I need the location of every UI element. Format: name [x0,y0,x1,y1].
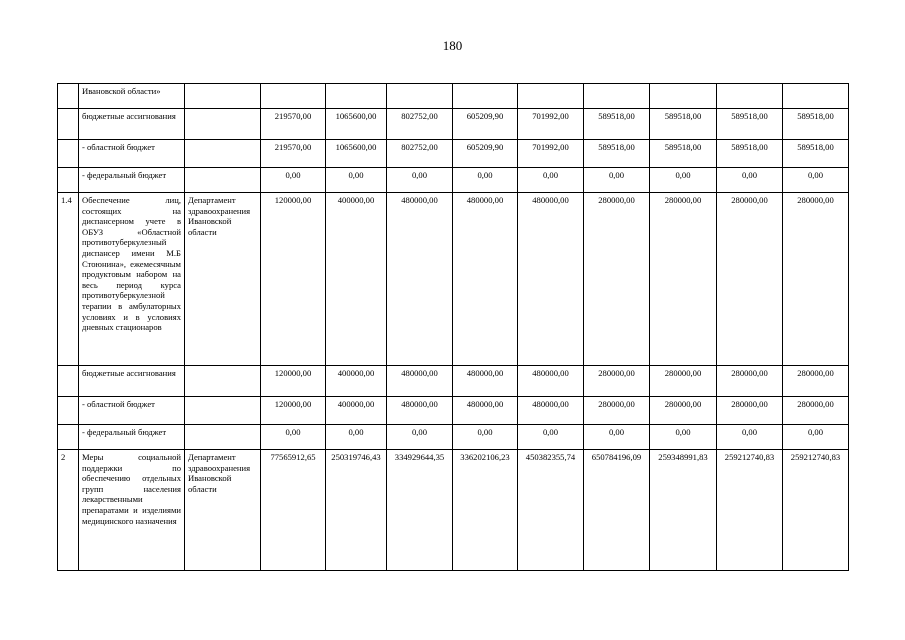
row-value-year-3: 0,00 [387,168,453,193]
page-number: 180 [442,38,463,53]
row-value-year-4: 480000,00 [453,397,518,425]
row-description: бюджетные ассигнования [79,109,185,140]
row-value-year-7: 280000,00 [650,397,717,425]
table-row [58,425,849,450]
row-index [58,109,79,140]
row-description: - областной бюджет [79,140,185,168]
row-value-year-6: 280000,00 [584,193,650,366]
row-value-year-8: 280000,00 [717,366,783,397]
row-value-year-9: 589518,00 [783,109,849,140]
row-department [185,84,261,109]
row-value-year-6: 589518,00 [584,140,650,168]
row-value-year-9: 0,00 [783,425,849,450]
row-value-year-8: 280000,00 [717,193,783,366]
table-row [58,366,849,397]
row-value-year-7: 589518,00 [650,140,717,168]
row-value-year-6 [584,84,650,109]
row-department [185,397,261,425]
row-index [58,425,79,450]
row-value-year-1: 77565912,65 [261,450,326,571]
row-department: Департамент здравоохранения Ивановской области [185,450,261,571]
row-value-year-5: 480000,00 [518,193,584,366]
row-department [185,168,261,193]
row-value-year-3: 802752,00 [387,140,453,168]
row-value-year-6: 280000,00 [584,397,650,425]
row-value-year-4: 480000,00 [453,366,518,397]
row-value-year-3: 334929644,35 [387,450,453,571]
row-department [185,425,261,450]
row-value-year-5: 0,00 [518,425,584,450]
budget-table [57,83,849,571]
row-value-year-7: 259348991,83 [650,450,717,571]
row-value-year-8: 259212740,83 [717,450,783,571]
row-index [58,168,79,193]
row-value-year-7: 0,00 [650,168,717,193]
row-value-year-7 [650,84,717,109]
row-value-year-2: 1065600,00 [326,109,387,140]
row-value-year-3: 480000,00 [387,193,453,366]
row-value-year-5: 450382355,74 [518,450,584,571]
row-description: Обеспечение лиц, состоящих на диспансерном учете в ОБУЗ «Областной противотуберкулезный диспансер имени М.Б Стоюнина», ежемесячным продуктовым набором на весь период курса противотуберкулезной терапии в амбулаторных условиях и в условиях дневных стационаров [79,193,185,366]
row-description: - федеральный бюджет [79,425,185,450]
row-department: Департамент здравоохранения Ивановской области [185,193,261,366]
row-index [58,397,79,425]
row-value-year-4 [453,84,518,109]
row-value-year-8: 0,00 [717,425,783,450]
row-value-year-6: 650784196,09 [584,450,650,571]
row-value-year-2: 250319746,43 [326,450,387,571]
row-value-year-2: 400000,00 [326,193,387,366]
row-value-year-8: 589518,00 [717,140,783,168]
row-value-year-7: 0,00 [650,425,717,450]
row-value-year-2 [326,84,387,109]
row-department [185,366,261,397]
row-description: Ивановской области» [79,84,185,109]
table-row [58,84,849,109]
row-value-year-9: 0,00 [783,168,849,193]
row-value-year-9: 280000,00 [783,366,849,397]
row-value-year-8: 0,00 [717,168,783,193]
row-value-year-9: 280000,00 [783,397,849,425]
row-department [185,140,261,168]
table-row [58,168,849,193]
row-value-year-1: 120000,00 [261,193,326,366]
row-value-year-4: 480000,00 [453,193,518,366]
row-index: 1.4 [58,193,79,366]
row-value-year-5: 701992,00 [518,140,584,168]
row-value-year-5 [518,84,584,109]
row-description: - федеральный бюджет [79,168,185,193]
row-value-year-6: 280000,00 [584,366,650,397]
row-value-year-3: 480000,00 [387,397,453,425]
row-value-year-1 [261,84,326,109]
row-value-year-4: 605209,90 [453,109,518,140]
row-value-year-5: 701992,00 [518,109,584,140]
row-value-year-3 [387,84,453,109]
row-value-year-8 [717,84,783,109]
row-index [58,140,79,168]
row-value-year-6: 589518,00 [584,109,650,140]
row-value-year-9: 589518,00 [783,140,849,168]
row-value-year-6: 0,00 [584,168,650,193]
row-description: Меры социальной поддержки по обеспечению отдельных групп населения лекарственными препаратами и изделиями медицинского назначения [79,450,185,571]
table-row [58,397,849,425]
row-value-year-1: 120000,00 [261,366,326,397]
row-value-year-1: 0,00 [261,425,326,450]
row-value-year-7: 280000,00 [650,193,717,366]
row-value-year-5: 480000,00 [518,397,584,425]
row-value-year-1: 219570,00 [261,109,326,140]
row-value-year-9: 259212740,83 [783,450,849,571]
row-value-year-9: 280000,00 [783,193,849,366]
row-value-year-4: 0,00 [453,168,518,193]
row-value-year-4: 0,00 [453,425,518,450]
table-row [58,140,849,168]
table-row [58,450,849,571]
row-value-year-7: 589518,00 [650,109,717,140]
row-value-year-2: 400000,00 [326,397,387,425]
row-description: - областной бюджет [79,397,185,425]
row-value-year-6: 0,00 [584,425,650,450]
row-value-year-2: 400000,00 [326,366,387,397]
table-body [58,84,849,571]
row-value-year-2: 0,00 [326,168,387,193]
row-value-year-8: 280000,00 [717,397,783,425]
row-index: 2 [58,450,79,571]
row-department [185,109,261,140]
row-value-year-3: 802752,00 [387,109,453,140]
row-value-year-4: 336202106,23 [453,450,518,571]
row-value-year-4: 605209,90 [453,140,518,168]
row-value-year-5: 480000,00 [518,366,584,397]
row-description: бюджетные ассигнования [79,366,185,397]
table-row [58,109,849,140]
row-value-year-3: 0,00 [387,425,453,450]
row-index [58,84,79,109]
row-value-year-2: 1065600,00 [326,140,387,168]
table-row [58,193,849,366]
row-value-year-1: 120000,00 [261,397,326,425]
row-value-year-1: 219570,00 [261,140,326,168]
row-value-year-8: 589518,00 [717,109,783,140]
row-value-year-1: 0,00 [261,168,326,193]
row-value-year-9 [783,84,849,109]
row-value-year-7: 280000,00 [650,366,717,397]
row-value-year-2: 0,00 [326,425,387,450]
row-value-year-3: 480000,00 [387,366,453,397]
row-value-year-5: 0,00 [518,168,584,193]
row-index [58,366,79,397]
